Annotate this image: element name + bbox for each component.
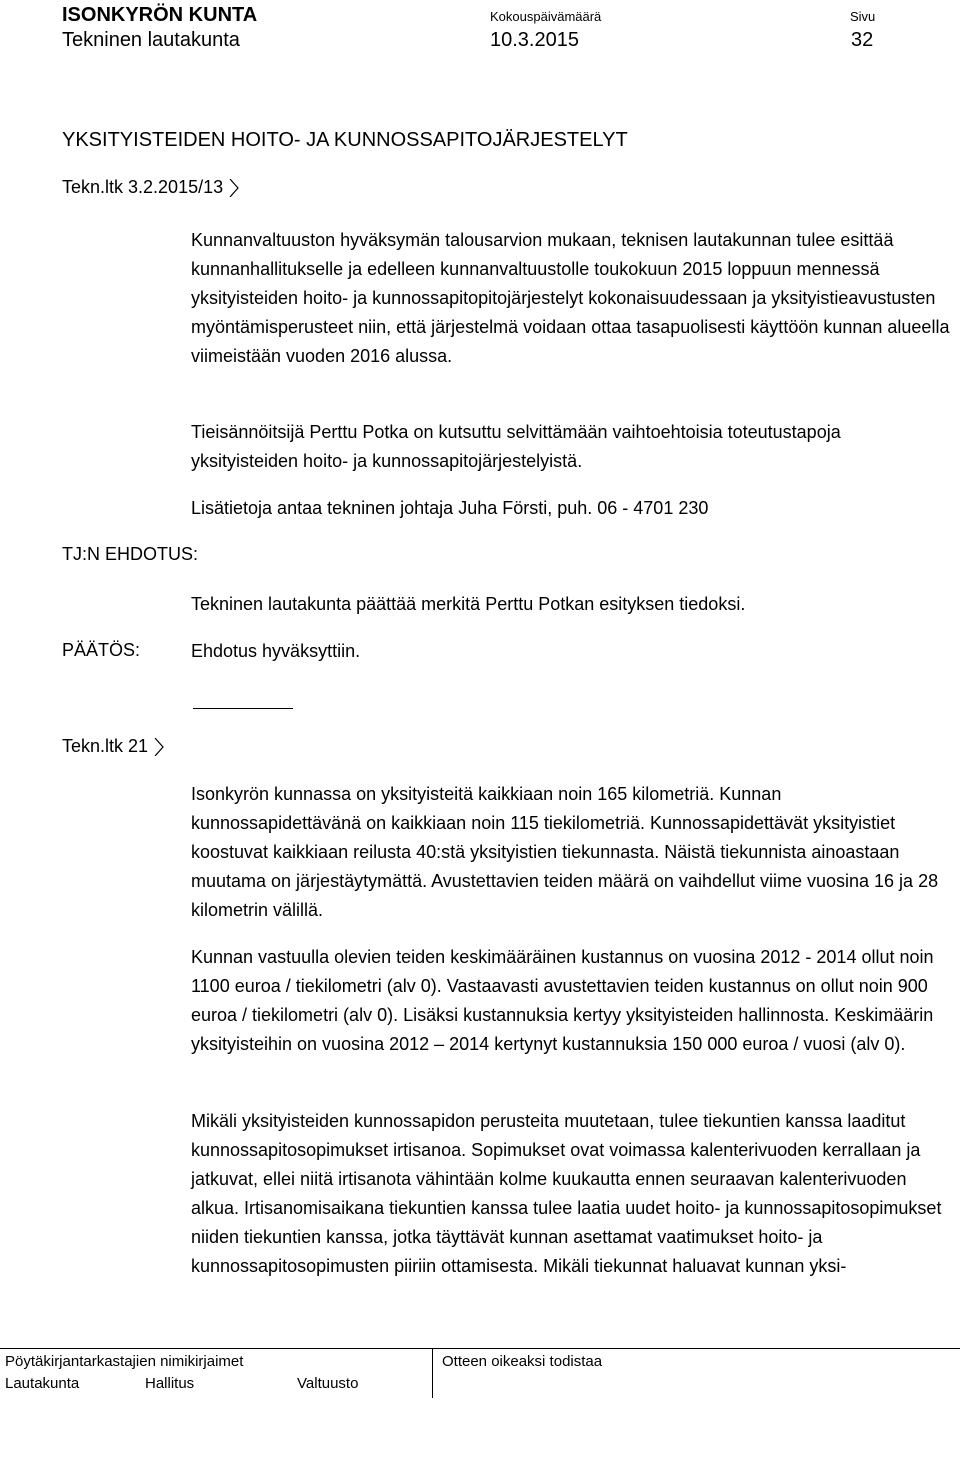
reference-bracket-icon [154,738,164,756]
separator-rule [193,708,293,709]
organization-name: ISONKYRÖN KUNTA [62,4,258,26]
proposal-label: TJ:N EHDOTUS: [62,544,199,564]
footer-extract-label: Otteen oikeaksi todistaa [442,1353,603,1370]
paragraph-contracts-text: Mikäli yksityisteiden kunnossapidon perusteita muutetaan, tulee tiekuntien kanssa laaditut kunnossapitosopimukset irtisanoa. Sopimukset ovat voimassa kalenterivuoden kerrallaan ja jatkuvat, ellei niitä irtisanota vähintään kolme kuukautta ennen seuraavan kalenterivuoden alkua. Irtisanomisaikana tiekuntien kanssa tulee laatia uudet hoito- ja kunnossapitosopimukset niiden tiekuntien kanssa, jotka täyttävät kunnan asettamat vaatimukset hoito- ja kunnossapitosopimusten piiriin ottamisesta. Mikäli tiekunnat haluavat kunnan yksi- [191,1111,942,1276]
footer-body-valtuusto: Valtuusto [297,1375,359,1392]
proposal-text-content: Tekninen lautakunta päättää merkitä Perttu Potkan esityksen tiedoksi. [191,594,746,614]
paragraph-intro [191,226,951,371]
footer-column-divider [432,1348,433,1398]
reference-bottom-text: Tekn.ltk 21 [62,736,149,756]
section-title: YKSITYISTEIDEN HOITO- JA KUNNOSSAPITOJÄRJESTELYT [62,129,628,151]
footer-body-lautakunta: Lautakunta [5,1375,80,1392]
decision-text [191,637,951,666]
reference-bracket-icon [229,179,239,197]
paragraph-investigator-text: Tieisännöitsijä Perttu Potka on kutsuttu selvittämään vaihtoehtoisia toteutustapoja yksityisteiden hoito- ja kunnossapitojärjestelyistä. [191,422,841,471]
paragraph-costs [191,943,951,1059]
decision-text-content: Ehdotus hyväksyttiin. [191,641,361,661]
reference-top-text: Tekn.ltk 3.2.2015/13 [62,177,224,197]
proposal-text [191,590,951,619]
page-number: 32 [851,29,874,51]
reference-bottom [62,736,164,757]
meeting-date: 10.3.2015 [490,29,579,51]
meeting-date-label: Kokouspäivämäärä [490,9,602,24]
page-label: Sivu [850,9,876,24]
paragraph-costs-text: Kunnan vastuulla olevien teiden keskimääräinen kustannus on vuosina 2012 - 2014 ollut noin 1100 euroa / tiekilometri (alv 0). Vastaavasti avustettavien teiden kustannus on ollut noin 900 euroa / tiekilometri (alv 0). Lisäksi kustannuksia kertyy yksityisteiden hallinnosta. Keskimäärin yksityisteihin on vuosina 2012 – 2014 kertynyt kustannuksia 150 000 euroa / vuosi (alv 0). [191,947,934,1054]
footer-signatures-label: Pöytäkirjantarkastajien nimikirjaimet [5,1353,244,1370]
footer-divider-line [0,1348,960,1349]
paragraph-road-length [191,780,951,925]
paragraph-road-length-text: Isonkyrön kunnassa on yksityisteitä kaikkiaan noin 165 kilometriä. Kunnan kunnossapidettävänä on kaikkiaan noin 115 tiekilometriä. Kunnossapidettävät yksityistiet koostuvat kaikkiaan reilusta 40:stä yksityistien tiekunnasta. Näistä tiekunnista ainoastaan muutama on järjestäytymättä. Avustettavien teiden määrä on vaihdellut viime vuosina 16 ja 28 kilometrin välillä. [191,784,939,920]
decision-label: PÄÄTÖS: [62,640,141,660]
reference-top [62,177,239,198]
paragraph-intro-text: Kunnanvaltuuston hyväksymän talousarvion mukaan, teknisen lautakunnan tulee esittää kunnanhallitukselle ja edelleen kunnanvaltuustolle toukokuun 2015 loppuun mennessä yksityisteiden hoito- ja kunnossapitopitojärjestelyt kokonaisuudessaan ja yksityistieavustusten myöntämisperusteet niin, että järjestelmä voidaan ottaa tasapuolisesti käyttöön kunnan alueella viimeistään vuoden 2016 alussa. [191,230,950,366]
paragraph-contracts [191,1107,951,1281]
footer-body-hallitus: Hallitus [145,1375,195,1392]
paragraph-investigator [191,418,951,476]
paragraph-contact-text: Lisätietoja antaa tekninen johtaja Juha Försti, puh. 06 - 4701 230 [191,498,709,518]
paragraph-contact [191,494,951,523]
board-name: Tekninen lautakunta [62,29,240,51]
